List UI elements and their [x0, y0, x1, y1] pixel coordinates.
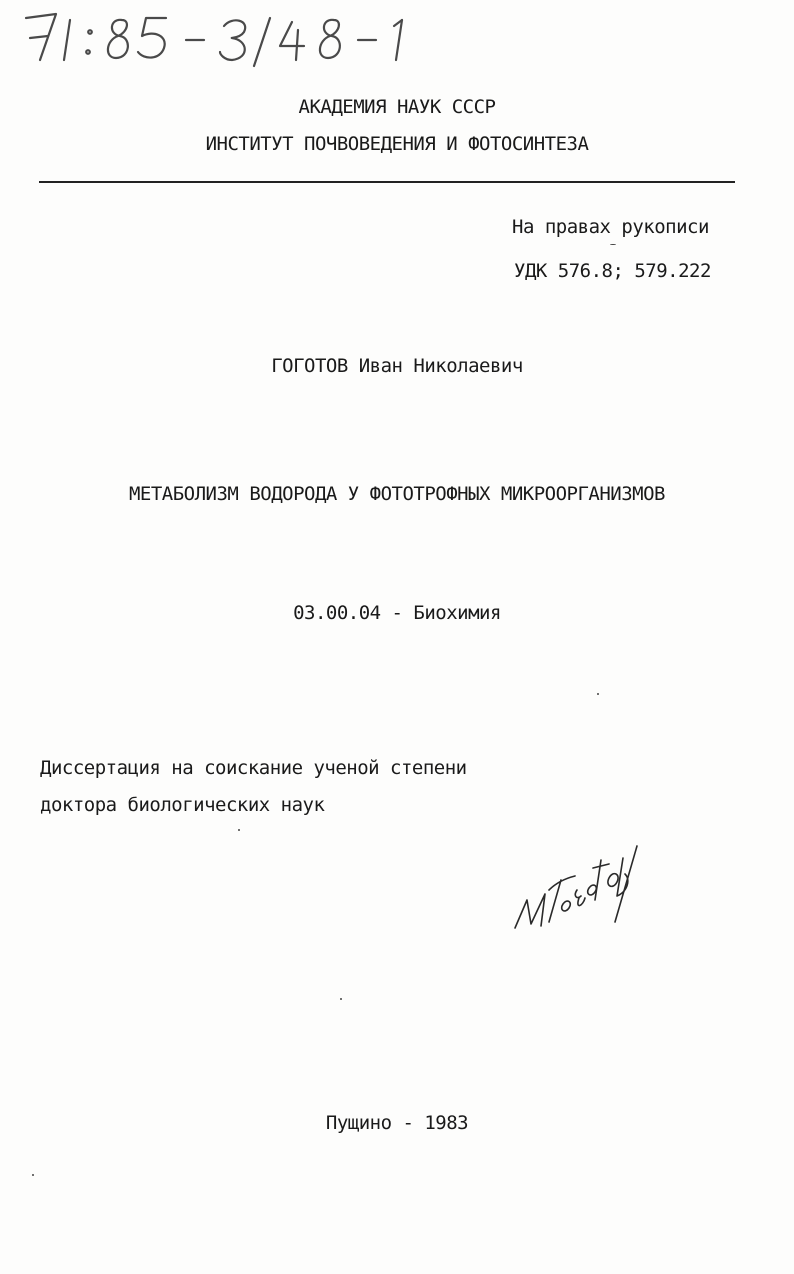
degree-line-2: доктора биологических наук	[40, 794, 325, 816]
academy-name: АКАДЕМИЯ НАУК СССР	[298, 96, 496, 118]
specialty-code: 03.00.04 - Биохимия	[293, 602, 501, 624]
degree-line-1: Диссертация на соискание ученой степени	[40, 757, 467, 779]
archive-number-handwritten	[18, 8, 438, 70]
udc-code: УДК 576.8; 579.222	[514, 260, 711, 282]
author-signature	[505, 838, 650, 938]
institute-name: ИНСТИТУТ ПОЧВОВЕДЕНИЯ И ФОТОСИНТЕЗА	[205, 133, 589, 155]
scan-speck	[238, 829, 240, 831]
manuscript-note: На правах рукописи	[512, 216, 709, 238]
author-name: ГОГОТОВ Иван Николаевич	[271, 355, 523, 377]
scan-speck	[32, 1174, 34, 1176]
dissertation-title: МЕТАБОЛИЗМ ВОДОРОДА У ФОТОТРОФНЫХ МИКРООРГАНИЗМОВ	[128, 483, 665, 505]
scan-speck	[340, 998, 342, 1000]
scan-speck	[610, 244, 616, 245]
header-divider	[39, 181, 735, 183]
scan-speck	[597, 693, 599, 695]
place-and-year: Пущино - 1983	[325, 1112, 469, 1134]
